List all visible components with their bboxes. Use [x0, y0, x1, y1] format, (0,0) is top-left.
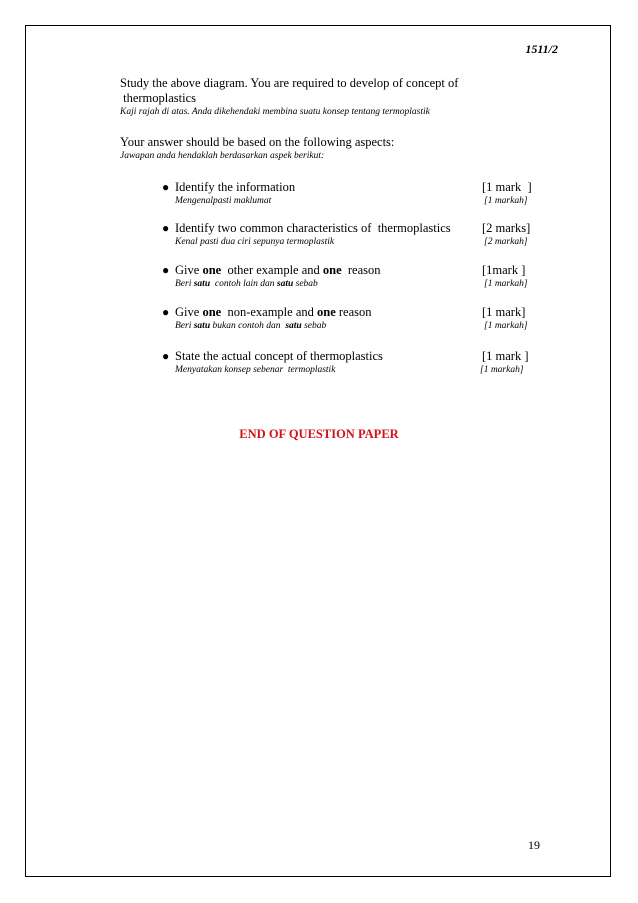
item-mark: [1 mark] — [482, 305, 526, 319]
item-text: reason — [335, 305, 372, 319]
paper-code: 1511/2 — [525, 42, 558, 56]
item-mark: [2 marks] — [482, 221, 531, 235]
item-label: Identify two common characteristics of thermoplastics — [175, 221, 451, 235]
item-label: Identify the information — [175, 180, 296, 194]
item-mark-malay: [1 markah] — [484, 321, 528, 331]
item-text: bukan contoh dan — [210, 321, 286, 331]
item-emphasis: one — [317, 305, 336, 319]
item-text: sebab — [301, 321, 327, 331]
item-text: Give — [175, 263, 203, 277]
item-text: reason — [341, 263, 381, 277]
item-emphasis: satu — [285, 321, 302, 331]
item-emphasis: satu — [276, 279, 294, 289]
item-emphasis: one — [202, 305, 222, 319]
item-text: contoh lain dan — [210, 279, 277, 289]
list-item — [162, 180, 542, 209]
aspects-heading-malay: Jawapan anda hendaklah berdasarkan aspek berikut: — [120, 151, 325, 161]
item-mark-malay: [1 markah] — [480, 365, 524, 375]
item-label-malay — [175, 321, 326, 331]
item-text: non-example and — [221, 305, 317, 319]
item-emphasis: satu — [193, 321, 211, 331]
list-item — [162, 221, 542, 250]
item-label-malay — [175, 279, 318, 289]
item-mark: [1 mark ] — [482, 349, 529, 363]
aspects-block — [120, 135, 540, 163]
aspects-heading: Your answer should be based on the following aspects: — [120, 135, 395, 149]
list-item — [162, 349, 542, 378]
item-label-malay: Menyatakan konsep sebenar termoplastik — [175, 365, 336, 375]
item-mark: [1 mark ] — [482, 180, 532, 194]
bullet-icon: ● — [162, 221, 170, 235]
item-text: Beri — [175, 321, 194, 331]
intro-line-malay: Kaji rajah di atas. Anda dikehendaki membina suatu konsep tentang termoplastik — [120, 107, 430, 117]
item-label — [175, 305, 372, 320]
item-text: other example and — [221, 263, 323, 277]
intro-block — [120, 76, 540, 119]
item-text: Give — [175, 305, 203, 319]
page-number: 19 — [528, 838, 540, 852]
item-emphasis: one — [322, 263, 342, 277]
item-label-malay: Mengenalpasti maklumat — [175, 196, 272, 206]
item-label — [175, 263, 381, 278]
item-mark-malay: [1 markah] — [484, 196, 528, 206]
bullet-icon: ● — [162, 349, 170, 363]
bullet-icon: ● — [162, 263, 170, 277]
item-emphasis: satu — [193, 279, 211, 289]
item-label-malay: Kenal pasti dua ciri sepunya termoplastik — [175, 237, 335, 247]
item-text: Beri — [175, 279, 194, 289]
end-of-paper-text: END OF QUESTION PAPER — [239, 427, 399, 441]
bullet-icon: ● — [162, 305, 170, 319]
item-label: State the actual concept of thermoplastics — [175, 349, 383, 363]
intro-line-2: thermoplastics — [120, 91, 197, 105]
bullet-icon: ● — [162, 180, 170, 194]
intro-line-1: Study the above diagram. You are required to develop of concept of — [120, 76, 459, 90]
list-item — [162, 263, 542, 292]
list-item — [162, 305, 542, 334]
item-mark-malay: [1 markah] — [484, 279, 528, 289]
item-mark-malay: [2 markah] — [484, 237, 528, 247]
item-text: sebab — [293, 279, 318, 289]
item-emphasis: one — [202, 263, 222, 277]
item-mark: [1mark ] — [482, 263, 526, 277]
